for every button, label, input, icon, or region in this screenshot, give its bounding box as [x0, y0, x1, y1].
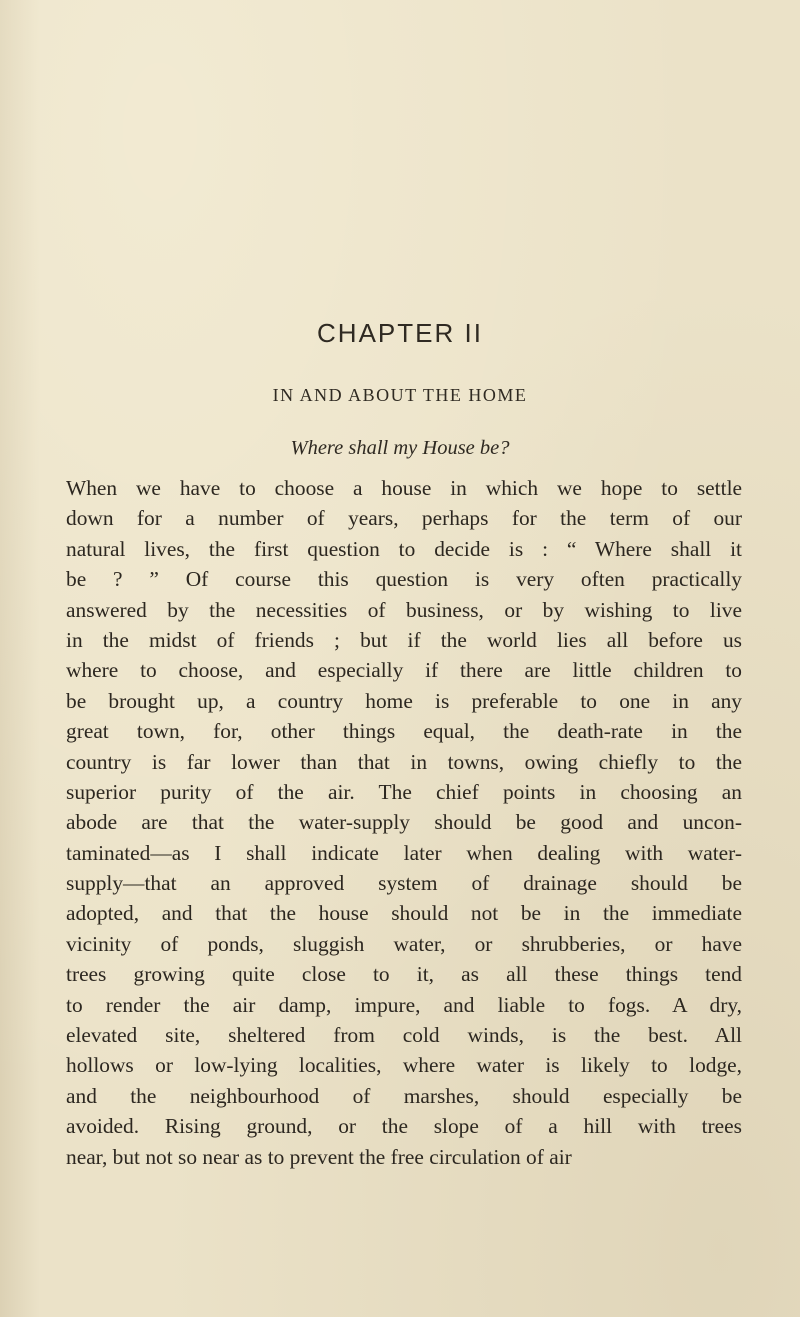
text-line: down for a number of years, perhaps for the term of our [66, 506, 742, 531]
chapter-heading: CHAPTER II [317, 318, 483, 348]
text-line: be brought up, a country home is preferable to one in any [66, 688, 742, 713]
text-line: superior purity of the air. The chief points in choosing an [66, 779, 742, 804]
text-line: abode are that the water-supply should be good and uncon- [66, 810, 742, 835]
text-line: and the neighbourhood of marshes, should especially be [66, 1083, 742, 1108]
text-line: be ? ” Of course this question is very often practically [66, 567, 742, 592]
text-line: supply—that an approved system of drainage should be [66, 871, 742, 896]
body-paragraph [66, 473, 742, 1172]
text-line: vicinity of ponds, sluggish water, or shrubberies, or have [66, 931, 742, 956]
text-line: answered by the necessities of business, or by wishing to live [66, 597, 742, 622]
text-line: elevated site, sheltered from cold winds, is the best. All [66, 1023, 742, 1048]
text-line: When we have to choose a house in which we hope to settle [66, 476, 742, 500]
text-line: adopted, and that the house should not be in the immediate [66, 901, 742, 926]
text-line: to render the air damp, impure, and liable to fogs. A dry, [66, 992, 742, 1017]
section-heading: IN AND ABOUT THE HOME [272, 385, 528, 405]
text-line: near, but not so near as to prevent the free circulation of air [66, 1144, 572, 1169]
subsection-heading: Where shall my House be? [290, 437, 510, 459]
text-line: trees growing quite close to it, as all these things tend [66, 962, 742, 987]
text-line: where to choose, and especially if there are little children to [66, 658, 742, 683]
text-line: natural lives, the first question to decide is : “ Where shall it [66, 536, 742, 561]
text-line: in the midst of friends ; but if the world lies all before us [66, 627, 742, 652]
text-line: great town, for, other things equal, the death-rate in the [66, 719, 742, 744]
text-line: taminated—as I shall indicate later when dealing with water- [66, 840, 742, 865]
text-line: hollows or low-lying localities, where water is likely to lodge, [66, 1053, 742, 1078]
text-line: avoided. Rising ground, or the slope of a hill with trees [66, 1114, 742, 1139]
text-line: country is far lower than that in towns, owing chiefly to the [66, 749, 742, 774]
